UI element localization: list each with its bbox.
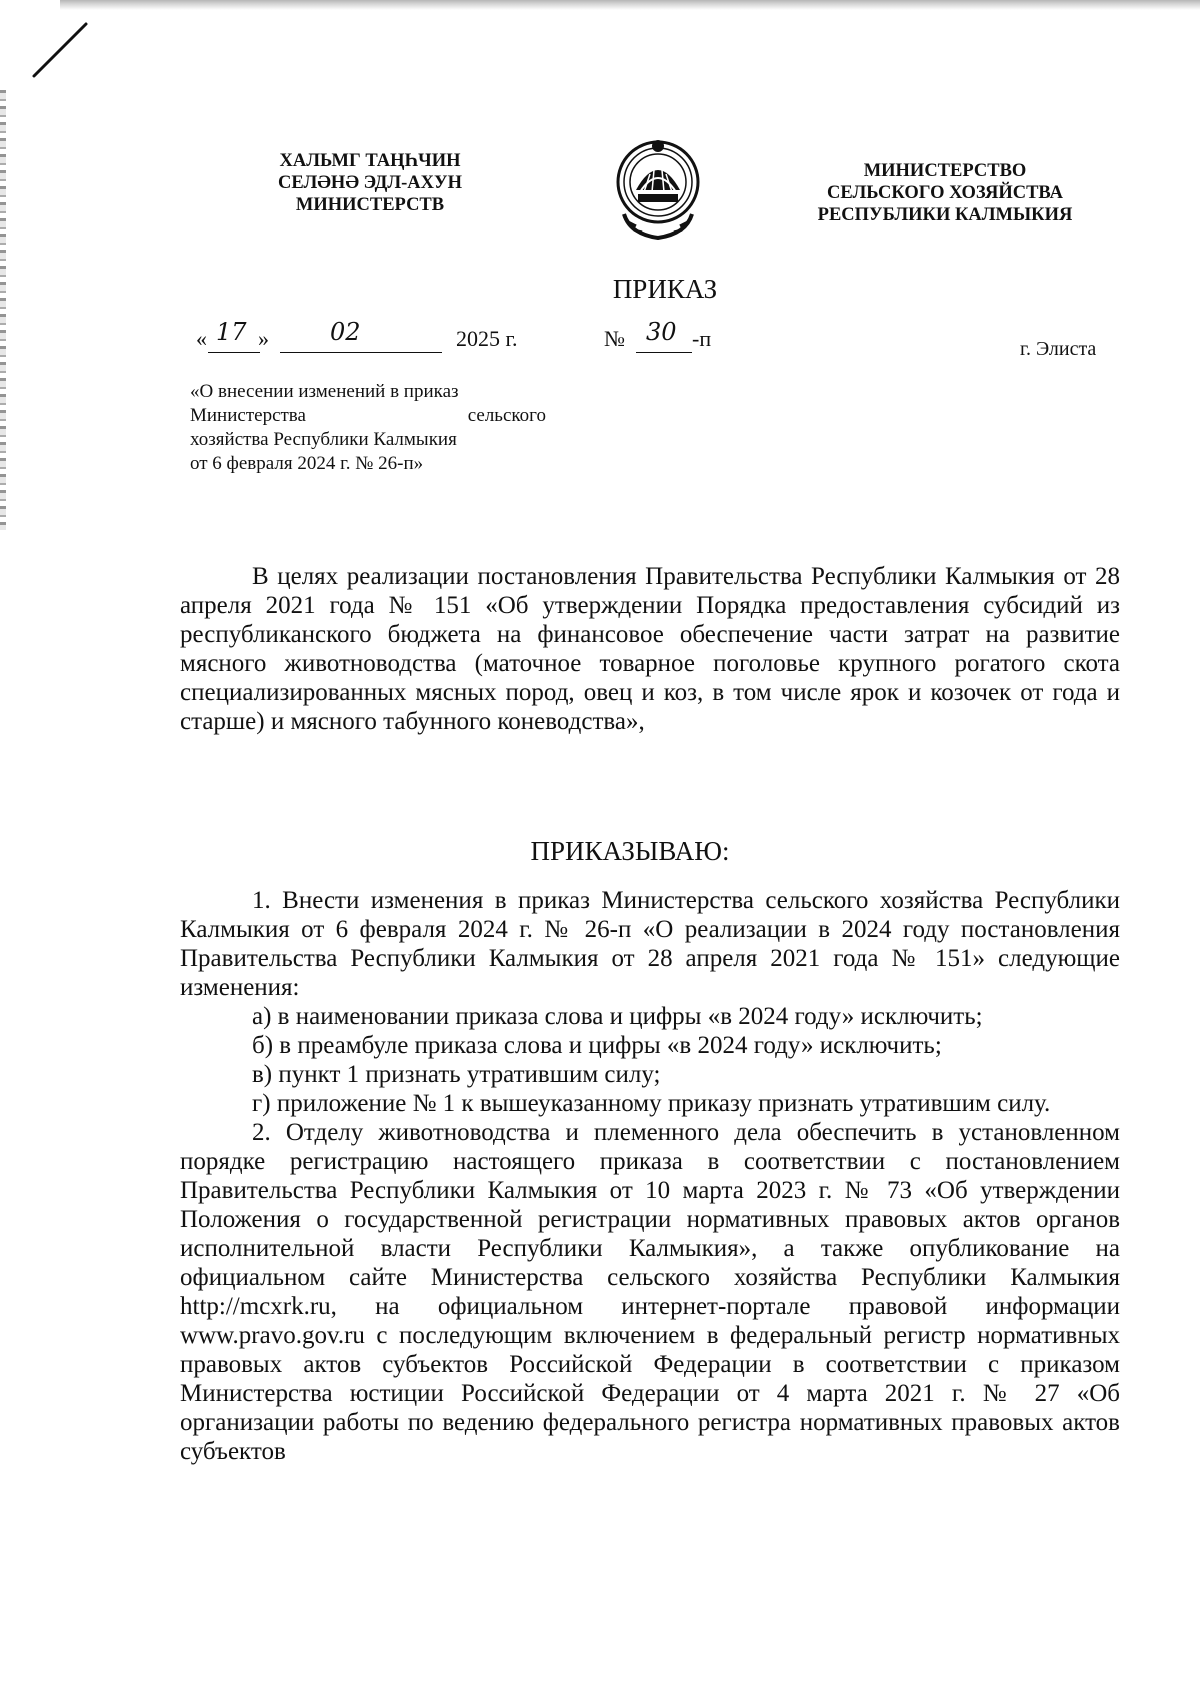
number-prefix: № [604, 326, 625, 351]
number-value: 30 [646, 318, 677, 346]
order-date [196, 318, 536, 360]
date-close-quote: » [258, 326, 269, 351]
order-item: 1. Внести изменения в приказ Министерства сельского хозяйства Республики Калмыкия от 6 февраля 2024 г. № 26-п «О реализации в 2024 году постановления Правительства Республики Калмыкия от 28 апреля 2021 года № 151» следующие изменения: [180, 887, 1120, 1001]
scan-shadow-left [0, 90, 6, 530]
order-item: 2. Отделу животноводства и племенного дела обеспечить в установленном порядке регистрацию настоящего приказа в соответствии с постановлением Правительства Республики Калмыкия от 10 марта 2023 г. № 73 «Об утверждении Положения о государственной регистрации нормативных правовых актов органов исполнительной власти Республики Калмыкия», а также опубликование на официальном сайте Министерства сельского хозяйства Республики Калмыкия http://mcxrk.ru, на официальном интернет-портале правовой информации www.pravo.gov.ru с последующим включением в федеральный регистр нормативных правовых актов субъектов Российской Федерации в соответствии с приказом Министерства юстиции Российской Федерации от 4 марта 2021 г. № 27 «Об организации работы по ведению федерального регистра нормативных правовых актов субъектов [180, 1119, 1120, 1465]
number-underline [636, 352, 692, 353]
date-month: 02 [330, 318, 361, 346]
pen-mark-icon [30, 20, 90, 80]
date-day: 17 [216, 318, 247, 346]
ministry-name-line: МИНИСТЕРСТВ [295, 195, 445, 215]
subject-line: хозяйства Республики Калмыкия [190, 429, 457, 450]
preamble-text: В целях реализации постановления Правительства Республики Калмыкия от 28 апреля 2021 года № 151 «Об утверждении Порядка предоставления субсидий из республиканского бюджета на финансовое обеспечение части затрат на развитие мясного животноводства (маточное товарное поголовье крупного рогатого скота специализированных мясных пород, овец и коз, в том числе ярок и козочек от года и старше) и мясного табунного коневодства», [180, 563, 1120, 735]
preamble [180, 562, 1120, 736]
date-day-underline [208, 352, 260, 353]
date-month-underline [280, 352, 442, 353]
coat-of-arms-icon [610, 130, 706, 246]
order-subject [190, 380, 546, 476]
date-year: 2025 г. [456, 326, 518, 351]
subject-line: «О внесении изменений в приказ [190, 381, 459, 402]
scan-shadow-top [60, 0, 1200, 10]
ministry-name-russian [800, 160, 1090, 226]
subject-line: Министерства сельского [190, 405, 546, 426]
ministry-name-line: СЕЛӘНӘ ЭДЛ-АХУН [278, 173, 462, 193]
order-item: б) в преамбуле приказа слова и цифры «в 2024 году» исключить; [252, 1032, 942, 1059]
order-word: ПРИКАЗЫВАЮ: [530, 836, 730, 866]
order-item: а) в наименовании приказа слова и цифры «в 2024 году» исключить; [252, 1003, 983, 1030]
ministry-name-kalmyk [250, 150, 490, 216]
order-title: ПРИКАЗ [612, 274, 718, 304]
ministry-name-line: ХАЛЬМГ ТАҢҺЧИН [279, 151, 461, 171]
order-item: г) приложение № 1 к вышеуказанному приказу признать утратившим силу. [252, 1090, 1051, 1117]
ministry-name-line: РЕСПУБЛИКИ КАЛМЫКИЯ [817, 205, 1073, 225]
ministry-name-line: СЕЛЬСКОГО ХОЗЯЙСТВА [827, 183, 1063, 203]
order-city: г. Элиста [1020, 338, 1097, 360]
number-suffix: -п [692, 326, 712, 351]
order-number [604, 318, 724, 360]
subject-line: от 6 февраля 2024 г. № 26-п» [190, 453, 424, 474]
order-items [180, 886, 1120, 1466]
order-item: в) пункт 1 признать утратившим силу; [252, 1061, 661, 1088]
date-open-quote: « [196, 326, 207, 351]
ministry-name-line: МИНИСТЕРСТВО [863, 161, 1027, 181]
